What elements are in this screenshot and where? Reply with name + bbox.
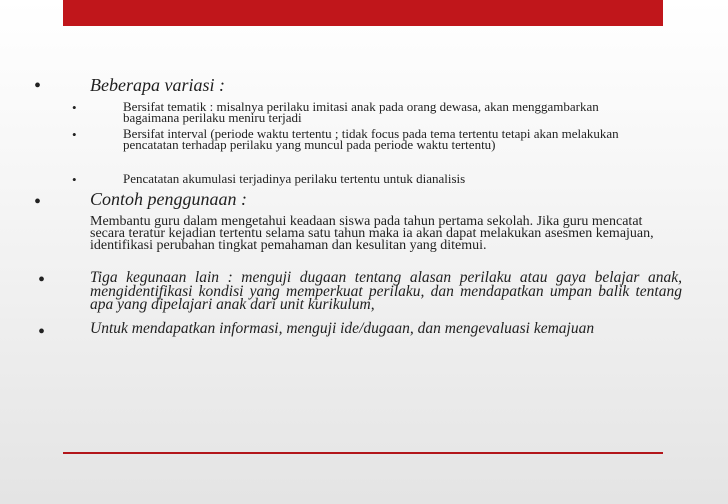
bullet: • xyxy=(38,321,46,343)
bullet: • xyxy=(72,172,77,187)
bottom-divider xyxy=(63,452,663,454)
variation-item-interval: Bersifat interval (periode waktu tertentu ; tidak focus pada tema tertentu tetapi akan melakukan pencatatan terhadap perilaku yang muncul pada periode waktu tertentu) xyxy=(123,126,619,152)
bullet: • xyxy=(72,127,77,142)
other-uses-text: Tiga kegunaan lain : menguji dugaan tentang alasan perilaku atau gaya belajar anak, mengidentifikasi kondisi yang memperkuat perilaku, dan mendapatkan umpan balik tentang apa yang dipelajari anak dari unit kurikulum, xyxy=(90,269,682,313)
example-paragraph: Membantu guru dalam mengetahui keadaan siswa pada tahun pertama sekolah. Jika guru mencatat secara teratur kejadian tertentu selama satu tahun maka ia akan dapat melakukan asesmen kemajuan, identifikasi perubahan tingkat pemahaman dan kesulitan yang ditemui. xyxy=(90,214,654,253)
bullet: • xyxy=(38,269,46,291)
heading-example: Contoh penggunaan : xyxy=(90,189,247,209)
bullet: • xyxy=(72,100,77,115)
variation-item-thematic: Bersifat tematik : misalnya perilaku imitasi anak pada orang dewasa, akan menggambarkan bagaimana perilaku meniru terjadi xyxy=(123,99,599,125)
variation-item-accumulation: Pencatatan akumulasi terjadinya perilaku tertentu untuk dianalisis xyxy=(123,171,466,186)
bullet: • xyxy=(34,75,42,97)
top-accent-bar xyxy=(63,0,663,26)
bullet: • xyxy=(34,191,42,213)
information-use-text: Untuk mendapatkan informasi, menguji ide/dugaan, dan mengevaluasi kemajuan xyxy=(90,320,595,337)
heading-variations: Beberapa variasi : xyxy=(90,75,225,95)
